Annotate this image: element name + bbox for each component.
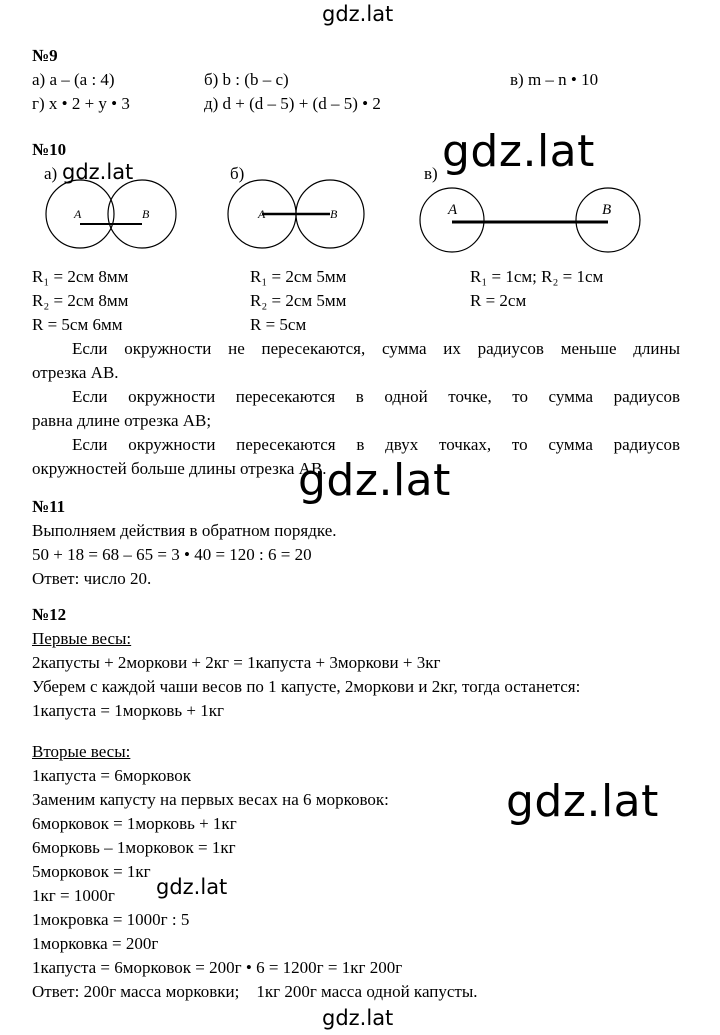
point-b-label: B (142, 207, 150, 221)
paragraph-line: Если окружности не пересекаются, сумма их радиусов меньше длины (72, 339, 680, 358)
task12-title: №12 (32, 605, 67, 624)
watermark-fig-a: gdz.lat (62, 160, 134, 184)
point-a-label: A (74, 207, 82, 221)
figure-v-r12: R₁ = 1см; R₂ = 1см (470, 267, 604, 286)
figure-b-r2: R₂ = 2см 5мм (250, 291, 347, 310)
task9-title: №9 (32, 46, 58, 65)
task12-line: 1кг = 1000г (32, 886, 115, 905)
figure-b-r: R = 5см (250, 315, 307, 334)
circle-v-right (576, 188, 640, 252)
task9-item-d: д) d + (d – 5) + (d – 5) • 2 (204, 94, 381, 113)
task10-paragraph-2 (32, 385, 680, 433)
task12-subheading-first-scales: Первые весы: (32, 629, 132, 648)
task12-line: 1капуста = 6морковок (32, 766, 192, 785)
task12-line: 1морковка = 200г (32, 934, 159, 953)
paragraph-line: отрезка AB. (32, 363, 119, 382)
circle-v-left (420, 188, 484, 252)
paragraph-line: равна длине отрезка AB; (32, 411, 212, 430)
task11-line-2: 50 + 18 = 68 – 65 = 3 • 40 = 120 : 6 = 20 (32, 545, 312, 564)
task12-line: 1капуста = 1морковь + 1кг (32, 701, 224, 720)
task10-paragraph-3 (32, 433, 680, 481)
task12-line: 1капуста = 6морковок = 200г • 6 = 1200г = 1кг 200г (32, 958, 403, 977)
paragraph-line: Если окружности пересекаются в двух точках, то сумма радиусов (72, 435, 680, 454)
figure-v-label: в) (424, 164, 438, 183)
point-a-label: A (448, 202, 458, 218)
paragraph-line: окружностей больше длины отрезка AB. (32, 459, 327, 478)
watermark-small: gdz.lat (156, 875, 228, 899)
task12-subheading-second-scales: Вторые весы: (32, 742, 131, 761)
task10-title: №10 (32, 140, 67, 159)
watermark-top: gdz.lat (322, 2, 394, 26)
figure-v-r: R = 2см (470, 291, 527, 310)
watermark-bottom: gdz.lat (322, 1006, 394, 1030)
task11-line-1: Выполняем действия в обратном порядке. (32, 521, 337, 540)
task11-answer: Ответ: число 20. (32, 569, 152, 588)
task12-line: Заменим капусту на первых весах на 6 морковок: (32, 790, 389, 809)
task12-line: 6морковок = 1морковь + 1кг (32, 814, 237, 833)
figure-a-r2: R₂ = 2см 8мм (32, 291, 129, 310)
figure-v-circles (418, 182, 658, 272)
paragraph-line: Если окружности пересекаются в одной точке, то сумма радиусов (72, 387, 680, 406)
task9-item-g: г) x • 2 + y • 3 (32, 94, 130, 113)
task9-item-v: в) m – n • 10 (510, 70, 599, 89)
task12-answer: Ответ: 200г масса морковки; 1кг 200г масса одной капусты. (32, 982, 478, 1001)
task11-title: №11 (32, 497, 66, 516)
figure-a-r1: R₁ = 2см 8мм (32, 267, 129, 286)
figure-b-circles (226, 174, 386, 264)
watermark-fig-v: gdz.lat (442, 126, 595, 177)
task12-line: Уберем с каждой чаши весов по 1 капусте, 2моркови и 2кг, тогда останется: (32, 677, 581, 696)
figure-a-label: а) (44, 164, 58, 183)
task12-line: 6морковь – 1морковок = 1кг (32, 838, 236, 857)
figure-b-label: б) (230, 164, 245, 183)
figure-a-r: R = 5см 6мм (32, 315, 123, 334)
task9-item-b: б) b : (b – c) (204, 70, 289, 89)
watermark-middle: gdz.lat (298, 455, 451, 506)
task12-line: 1мокровка = 1000г : 5 (32, 910, 190, 929)
point-a-label: A (258, 207, 266, 221)
task10-paragraph-1 (32, 337, 680, 385)
task12-line: 5морковок = 1кг (32, 862, 151, 881)
point-b-label: B (330, 207, 338, 221)
figure-b-r1: R₁ = 2см 5мм (250, 267, 347, 286)
watermark-right: gdz.lat (506, 776, 659, 827)
figure-a-circles (40, 174, 220, 264)
task9-item-a: а) a – (a : 4) (32, 70, 115, 89)
point-b-label: B (602, 202, 612, 218)
task12-line: 2капусты + 2моркови + 2кг = 1капуста + 3моркови + 3кг (32, 653, 441, 672)
